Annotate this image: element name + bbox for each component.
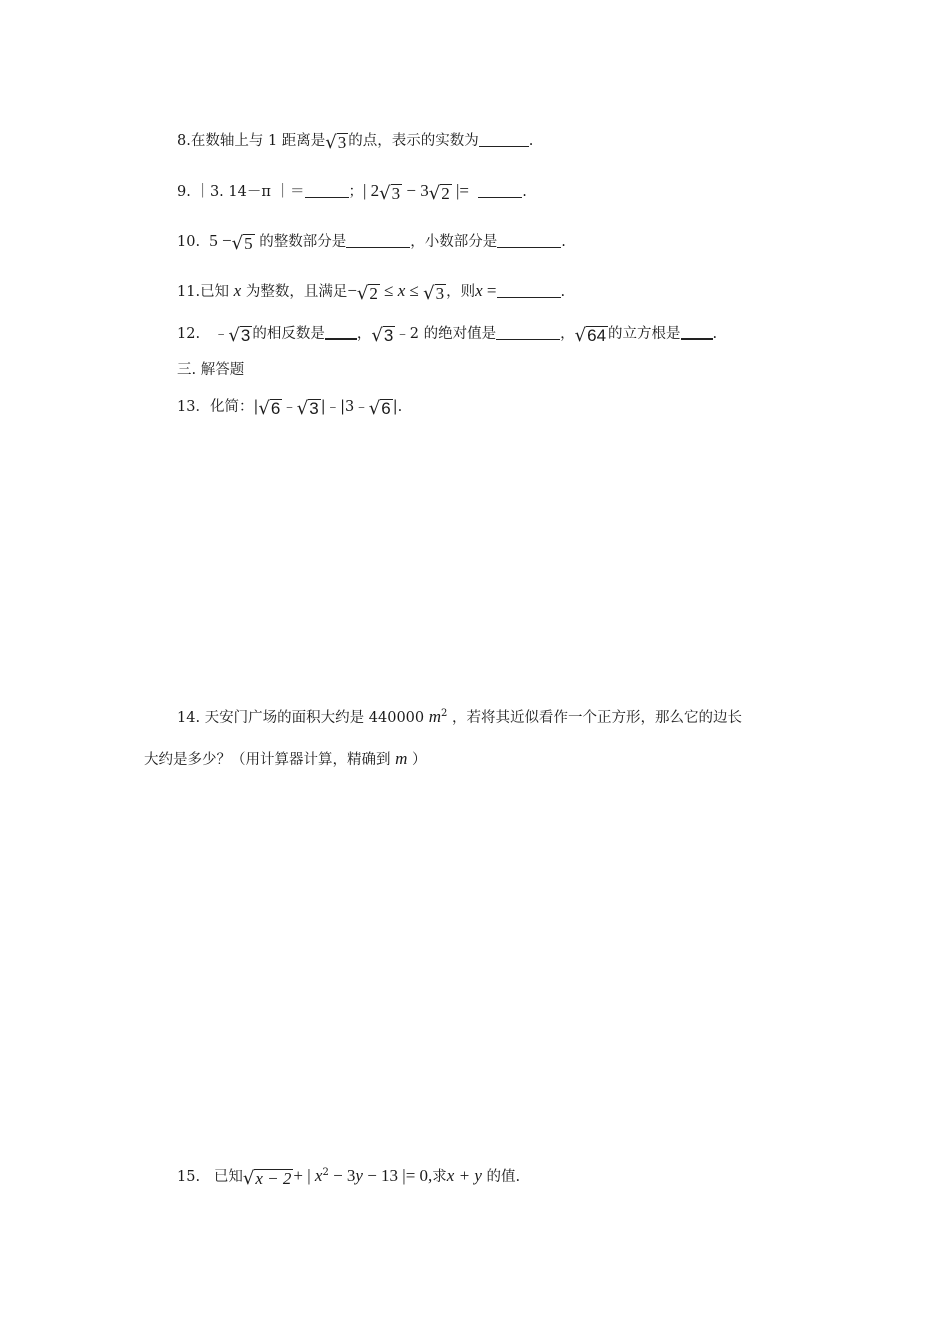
- radical-icon: √: [574, 325, 587, 346]
- radical-icon: √: [242, 1167, 255, 1189]
- answer-blank[interactable]: [681, 323, 713, 340]
- sqrt-expression: √6: [368, 398, 391, 419]
- question-text: 的点，表示的实数为: [348, 133, 479, 149]
- sqrt-expression: √x − 2: [242, 1167, 292, 1189]
- sqrt-expression: √3: [228, 325, 251, 346]
- radical-icon: √: [231, 233, 244, 254]
- answer-blank[interactable]: [496, 324, 560, 340]
- sqrt-expression: √6: [258, 398, 281, 419]
- radical-icon: √: [428, 183, 441, 204]
- question-text: 的整数部分是: [259, 234, 347, 250]
- question-number: 15.: [177, 1168, 201, 1185]
- radical-icon: √: [379, 183, 391, 204]
- sqrt-expression: √2: [428, 183, 450, 204]
- answer-blank[interactable]: [479, 131, 529, 147]
- answer-blank[interactable]: [346, 232, 410, 248]
- question-number: 12.: [177, 326, 201, 342]
- question-9: 9. ｜3. 14－π ｜＝ ；| 2√3 − 3√2 |= .: [177, 181, 527, 204]
- question-14-line-2: 大约是多少？（用计算器计算，精确到 m ）: [144, 749, 427, 768]
- question-number: 9.: [177, 184, 191, 200]
- question-text: 在数轴上与 1 距离是: [190, 133, 326, 149]
- question-text: ｜3. 14－π ｜＝: [195, 184, 305, 200]
- radical-icon: √: [356, 283, 369, 304]
- radical-icon: √: [371, 325, 383, 346]
- question-number: 10.: [177, 234, 201, 250]
- sqrt-expression: √2: [356, 283, 378, 304]
- sqrt-expression: √5: [231, 233, 253, 254]
- question-13: 13．化简：|√6 ﹣√3 |﹣|3﹣√6 |.: [177, 398, 403, 419]
- sqrt-expression: √3: [379, 183, 401, 204]
- answer-blank[interactable]: [497, 232, 561, 248]
- radical-icon: √: [368, 398, 381, 419]
- sqrt-expression: √3: [371, 325, 394, 346]
- radical-icon: √: [258, 398, 270, 419]
- radical-icon: √: [296, 398, 309, 419]
- sqrt-expression: √64: [574, 325, 607, 346]
- answer-blank[interactable]: [497, 282, 561, 298]
- answer-blank[interactable]: [305, 182, 349, 198]
- answer-blank[interactable]: [478, 182, 522, 198]
- question-12: 12. ﹣√3 的相反数是 ，√3 ﹣2 的绝对值是 ，√64 的立方根是 .: [177, 325, 718, 346]
- sqrt-expression: √3: [296, 398, 319, 419]
- question-11: 11.已知 x 为整数，且满足−√2 ≤ x ≤ √3 ，则x = .: [177, 281, 566, 304]
- sqrt-expression: √3: [423, 283, 445, 304]
- question-15: 15. 已知√x − 2 + | $x^2 - 3y - 13$ |= 0,求x + y 的值.: [177, 1165, 521, 1189]
- question-8: 8.在数轴上与 1 距离是√3 的点，表示的实数为 .: [177, 132, 534, 153]
- section-heading: 三. 解答题: [177, 362, 245, 378]
- sqrt-expression: √3: [325, 132, 347, 153]
- question-14-line-1: 14. 天安门广场的面积大约是 440000 $m^2$ ，若将其近似看作一个正方形，那么它的边长: [177, 706, 743, 726]
- radical-icon: √: [228, 325, 240, 346]
- question-number: 8.: [177, 133, 191, 149]
- question-number: 13．化简：: [177, 399, 254, 415]
- question-10: 10. 5 −√5 的整数部分是 ，小数部分是 .: [177, 231, 566, 254]
- radical-icon: √: [423, 283, 435, 304]
- question-number: 11.: [177, 284, 201, 300]
- radical-icon: √: [325, 132, 337, 153]
- answer-blank[interactable]: [325, 323, 357, 340]
